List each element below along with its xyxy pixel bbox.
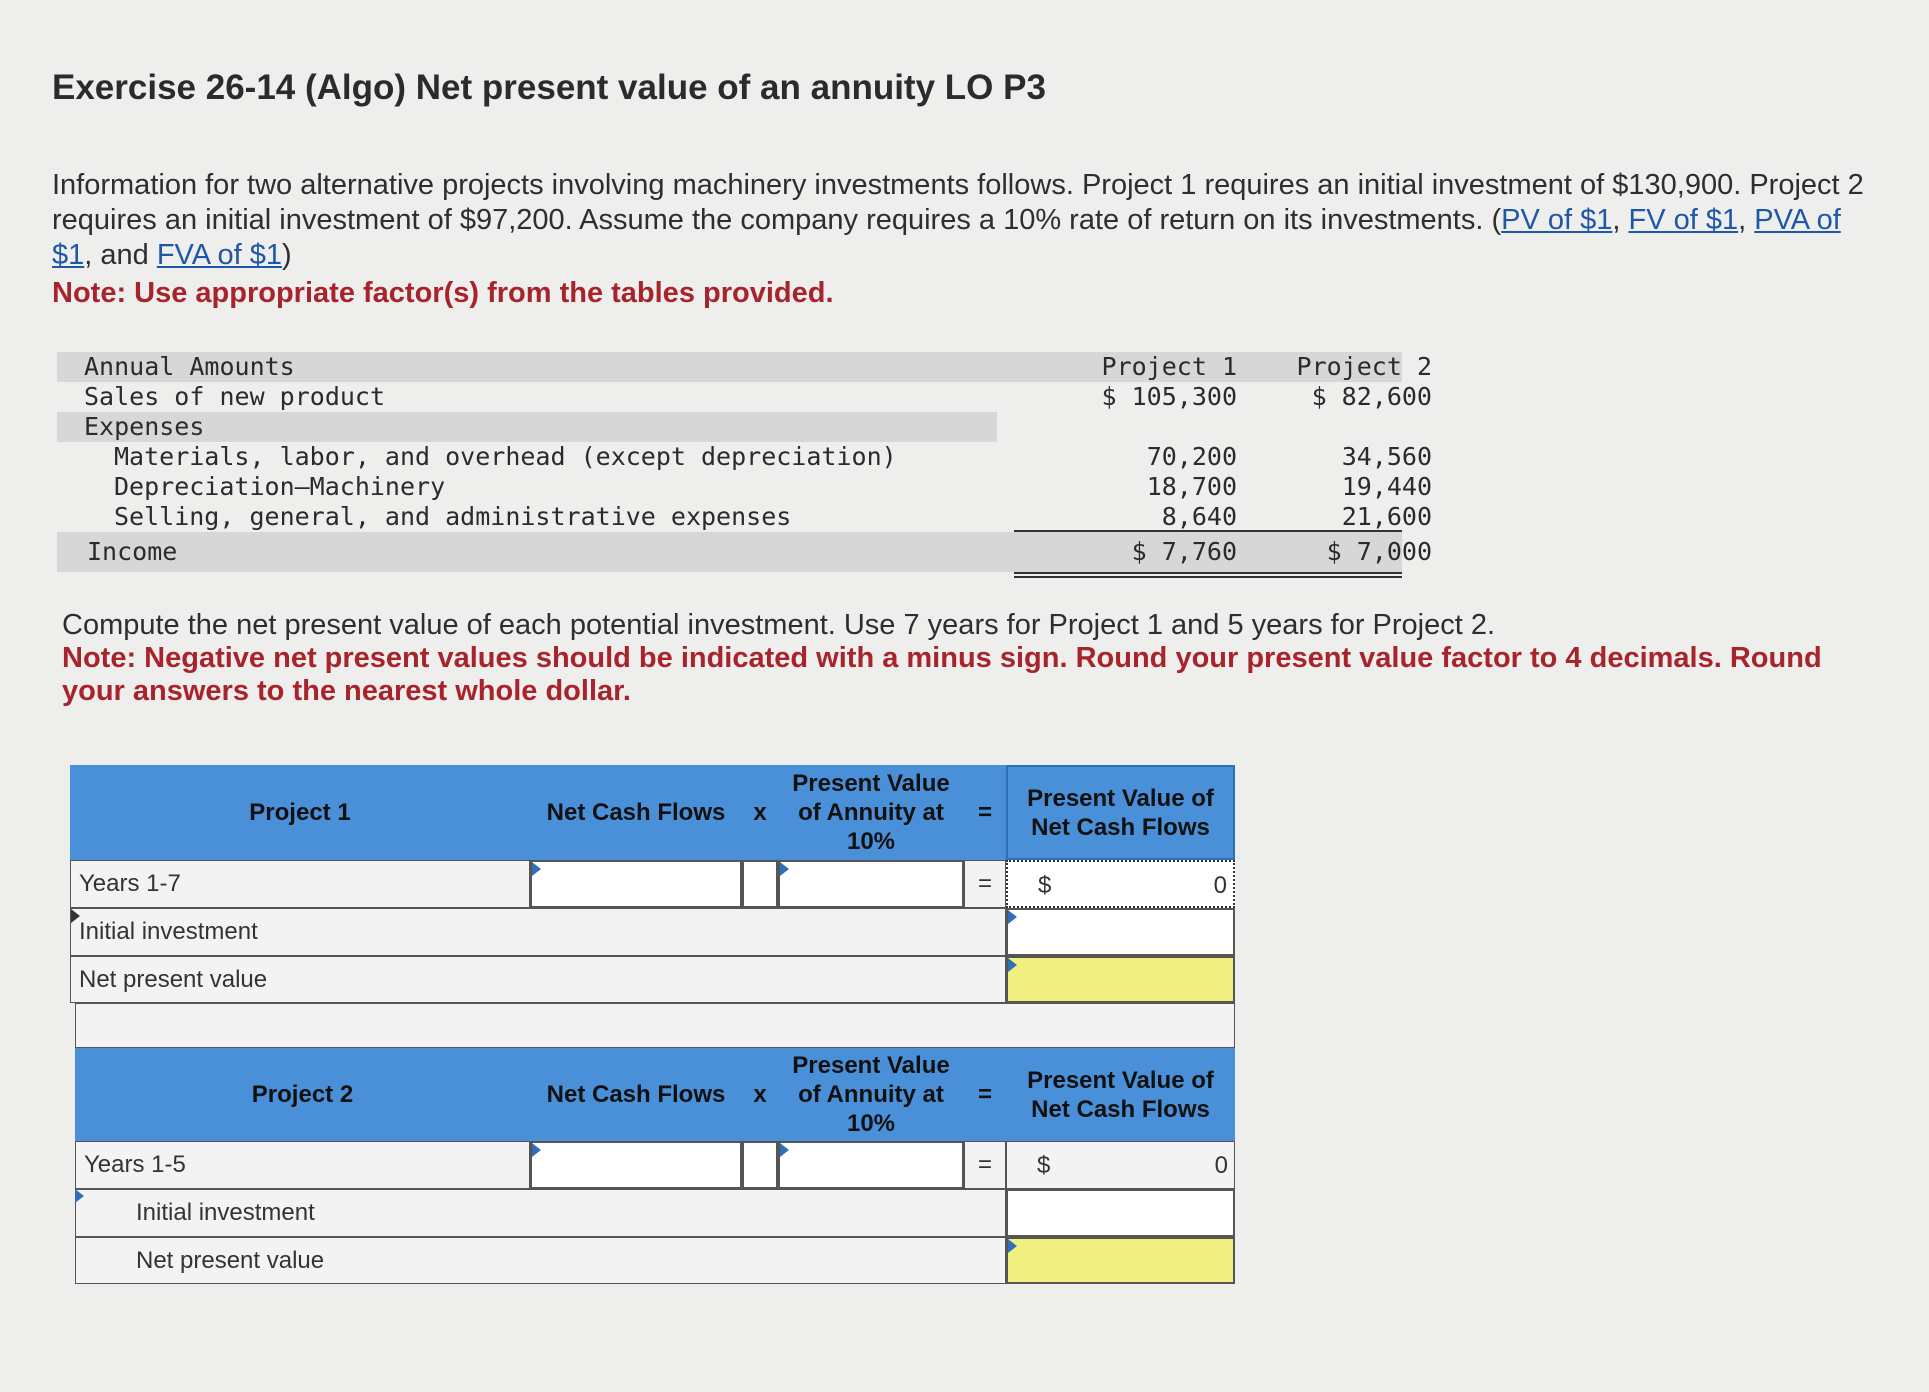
project1-value: 8,640 bbox=[1161, 502, 1237, 531]
table-row bbox=[57, 442, 1432, 472]
page-title: Exercise 26-14 (Algo) Net present value of an annuity LO P3 bbox=[52, 68, 1046, 107]
net-cash-flows-header: Net Cash Flows bbox=[530, 1048, 742, 1141]
computed-value: 0 bbox=[1214, 1152, 1228, 1179]
tables-note: Note: Use appropriate factor(s) from the tables provided. bbox=[52, 277, 834, 309]
initial-investment-label: Initial investment bbox=[75, 1189, 1006, 1237]
project2-value: 34,560 bbox=[1341, 442, 1432, 471]
project2-value: 19,440 bbox=[1341, 472, 1432, 501]
table-row bbox=[57, 472, 1432, 502]
input-marker-icon bbox=[780, 862, 789, 876]
project2-income: $ 7,000 bbox=[1326, 537, 1432, 566]
input-marker-icon bbox=[1008, 910, 1017, 924]
project1-header: Project 1 bbox=[70, 765, 530, 860]
initial-investment-input[interactable] bbox=[1006, 1189, 1235, 1237]
project1-npv-table bbox=[70, 765, 1235, 1003]
project2-value: $ 82,600 bbox=[1311, 382, 1432, 411]
pv-net-cash-flows-header: Present Value of Net Cash Flows bbox=[1006, 765, 1235, 860]
equals-sign: = bbox=[964, 1141, 1006, 1189]
project2-npv-table bbox=[75, 1048, 1235, 1284]
compute-text: Compute the net present value of each potential investment. Use 7 years for Project 1 and 5 years for Project 2. bbox=[62, 609, 1496, 641]
table-row bbox=[57, 532, 1432, 572]
times-sign: x bbox=[742, 765, 778, 860]
input-marker-icon bbox=[71, 909, 80, 923]
row-label: Depreciation—Machinery bbox=[114, 472, 446, 501]
dollar-sign: $ bbox=[1038, 872, 1052, 899]
separator: , bbox=[1738, 204, 1755, 236]
net-present-value-result[interactable] bbox=[1006, 956, 1235, 1003]
input-marker-icon bbox=[780, 1143, 789, 1157]
table-row bbox=[57, 412, 997, 442]
pv-net-cash-flows-header: Present Value of Net Cash Flows bbox=[1006, 1048, 1235, 1141]
times-sign: x bbox=[742, 1048, 778, 1141]
net-cash-flows-input[interactable] bbox=[530, 860, 742, 908]
row-label: Income bbox=[87, 537, 178, 566]
input-marker-icon bbox=[532, 862, 541, 876]
initial-investment-input[interactable] bbox=[1006, 908, 1235, 956]
computed-value: 0 bbox=[1213, 872, 1227, 899]
project2-header: Project 2 bbox=[75, 1048, 530, 1141]
separator: ) bbox=[282, 239, 292, 271]
pv-annuity-header: Present Value of Annuity at 10% bbox=[778, 1048, 964, 1141]
project1-header: Project 1 bbox=[997, 352, 1237, 382]
pv-net-cash-flows-value bbox=[1006, 1141, 1235, 1189]
net-present-value-result[interactable] bbox=[1006, 1237, 1235, 1284]
pv-of-1-link[interactable]: PV of $1 bbox=[1501, 204, 1613, 236]
years-row-label: Years 1-5 bbox=[75, 1141, 530, 1189]
intro-text: Information for two alternative projects involving machinery investments follows. Project 1 requires an initial investment of $130,900. Project 2 requires an initial investment of $97,200. Assume the company requires a 10% rate of return on its investments. ( bbox=[52, 169, 1864, 236]
annual-amounts-header: Annual Amounts bbox=[84, 352, 295, 381]
table-row bbox=[57, 382, 1432, 412]
total-double-rule bbox=[1014, 572, 1402, 578]
compute-note: Note: Negative net present values should be indicated with a minus sign. Round your present value factor to 4 decimals. Round your answers to the nearest whole dollar. bbox=[62, 642, 1822, 707]
input-marker-icon bbox=[1008, 1239, 1017, 1253]
net-present-value-label: Net present value bbox=[75, 1237, 1006, 1284]
fv-of-1-link[interactable]: FV of $1 bbox=[1628, 204, 1739, 236]
pv-net-cash-flows-value bbox=[1006, 860, 1235, 908]
fva-of-1-link[interactable]: FVA of $1 bbox=[156, 239, 283, 271]
input-marker-icon bbox=[1008, 958, 1017, 972]
dollar-sign: $ bbox=[1037, 1152, 1051, 1179]
project1-value: 70,200 bbox=[1146, 442, 1237, 471]
spacer-row bbox=[75, 1003, 1235, 1048]
intro-paragraph bbox=[52, 168, 1882, 273]
pv-factor-input[interactable] bbox=[778, 1141, 964, 1189]
input-marker-icon bbox=[532, 1143, 541, 1157]
spacer-cell bbox=[742, 1141, 778, 1189]
net-cash-flows-header: Net Cash Flows bbox=[530, 765, 742, 860]
separator: , and bbox=[84, 239, 157, 271]
row-label: Selling, general, and administrative expenses bbox=[114, 502, 792, 531]
project2-value: 21,600 bbox=[1341, 502, 1432, 531]
spacer-cell bbox=[742, 860, 778, 908]
compute-instructions bbox=[62, 609, 1882, 708]
row-label: Expenses bbox=[84, 412, 205, 441]
equals-sign: = bbox=[964, 765, 1006, 860]
net-present-value-label: Net present value bbox=[70, 956, 1006, 1003]
initial-investment-label: Initial investment bbox=[70, 908, 1006, 956]
separator: , bbox=[1612, 204, 1629, 236]
years-row-label: Years 1-7 bbox=[70, 860, 530, 908]
project1-income: $ 7,760 bbox=[1131, 537, 1237, 566]
table-row bbox=[57, 502, 1432, 532]
equals-sign: = bbox=[964, 1048, 1006, 1141]
project1-value: 18,700 bbox=[1146, 472, 1237, 501]
project2-header: Project 2 bbox=[1296, 352, 1432, 381]
input-marker-icon bbox=[75, 1189, 84, 1203]
equals-sign: = bbox=[964, 860, 1006, 908]
project1-value: $ 105,300 bbox=[1101, 382, 1237, 411]
pva-of-1-link[interactable]: PVA of $1 bbox=[52, 204, 1841, 271]
pv-annuity-header: Present Value of Annuity at 10% bbox=[778, 765, 964, 860]
pv-factor-input[interactable] bbox=[778, 860, 964, 908]
row-label: Materials, labor, and overhead (except depreciation) bbox=[114, 442, 897, 471]
net-cash-flows-input[interactable] bbox=[530, 1141, 742, 1189]
row-label: Sales of new product bbox=[84, 382, 386, 411]
